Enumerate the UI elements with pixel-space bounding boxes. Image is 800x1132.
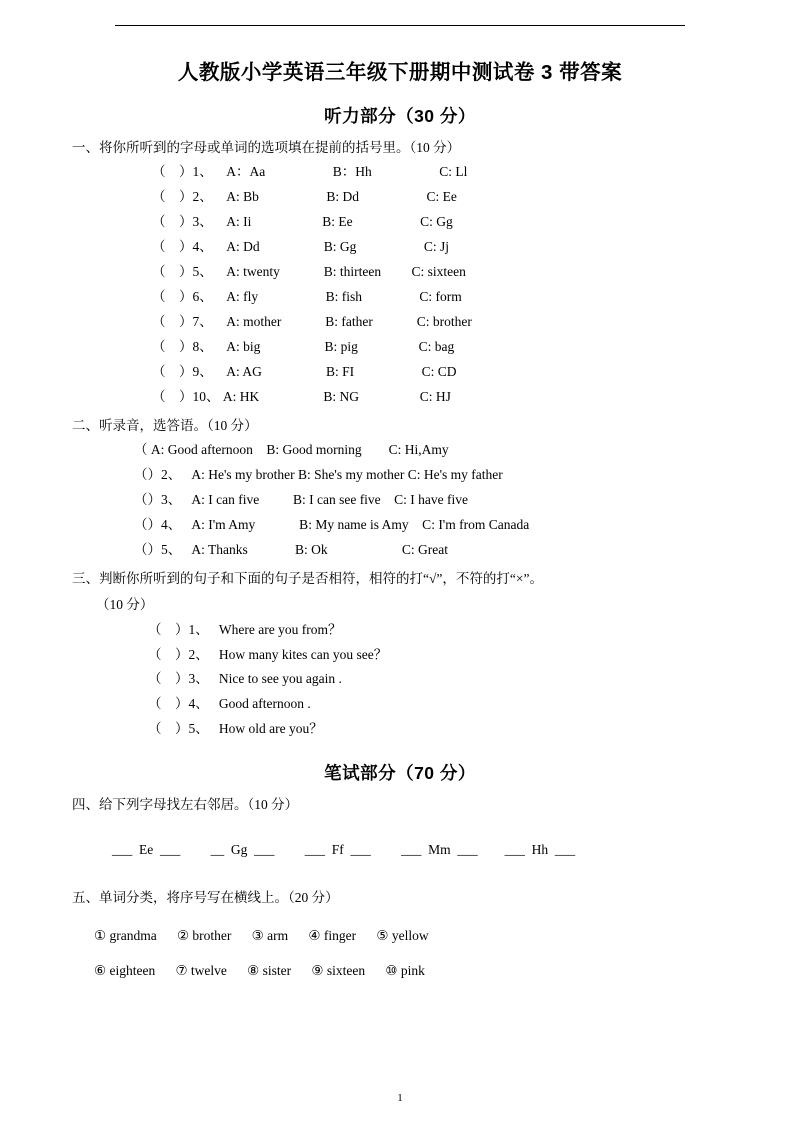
question-3-items [72, 618, 728, 743]
question-3-prompt-cont: （10 分） [96, 597, 154, 613]
list-item: （ ）2、 A: Bb B: Dd C: Ee [152, 189, 457, 205]
list-item: （ ）7、 A: mother B: father C: brother [152, 314, 472, 330]
list-item: （ ）8、 A: big B: pig C: bag [152, 339, 455, 355]
list-item: （ ）9、 A: AG B: FI C: CD [152, 364, 457, 379]
question-4-blank-row: ___ Ee ___ __ Gg ___ ___ Ff ___ ___ Mm ___ ___ Hh ___ [112, 841, 576, 857]
question-5-word-row: ① grandma ② brother ③ arm ④ finger ⑤ yellow [94, 928, 429, 944]
page-number: 1 [397, 1092, 403, 1104]
list-item: （ ）4、 A: Dd B: Gg C: Jj [152, 239, 450, 255]
header-rule [115, 25, 685, 26]
list-item: （ ）3、 Nice to see you again . [148, 671, 342, 687]
question-2-items [72, 438, 728, 563]
question-5-word-row: ⑥ eighteen ⑦ twelve ⑧ sister ⑨ sixteen ⑩ pink [94, 963, 425, 979]
list-item: （）5、 A: Thanks B: Ok C: Great [134, 542, 448, 558]
list-item: （ ）6、 A: fly B: fish C: form [152, 289, 462, 305]
document-content [72, 0, 728, 988]
list-item: （）3、 A: I can five B: I can see five C: I have five [134, 492, 469, 508]
list-item: （ ）5、 How old are you？ [148, 721, 323, 737]
list-item: （ ）4、 Good afternoon . [148, 696, 311, 712]
section-title-listening: 听力部分（30 分） [324, 106, 476, 126]
list-item: （ ）1、 A：Aa B：Hh C: Ll [152, 164, 468, 180]
spacer [72, 866, 728, 882]
list-item: （）4、 A: I'm Amy B: My name is Amy C: I'm from Canada [134, 517, 530, 533]
list-item: （ ）1、 Where are you from？ [148, 621, 342, 637]
question-1-items [72, 160, 728, 410]
spacer [72, 910, 728, 918]
question-4-prompt: 四、给下列字母找左右邻居。（10 分） [72, 797, 299, 813]
section-title-written: 笔试部分（70 分） [324, 763, 476, 784]
page-title: 人教版小学英语三年级下册期中测试卷 3 带答案 [177, 61, 623, 84]
list-item: （ A: Good afternoon B: Good morning C: Hi,Amy [134, 442, 449, 458]
question-3-prompt: 三、判断你所听到的句子和下面的句子是否相符，相符的打“√”，不符的打“×”。 [72, 571, 543, 587]
question-2-prompt: 二、听录音，选答语。（10 分） [72, 417, 258, 433]
question-5-prompt: 五、单词分类，将序号写在横线上。（20 分） [72, 890, 339, 906]
list-item: （ ）3、 A: Ii B: Ee C: Gg [152, 214, 453, 230]
list-item: （ ）5、 A: twenty B: thirteen C: sixteen [152, 264, 466, 280]
list-item: （ ）10、 A: HK B: NG C: HJ [152, 388, 451, 404]
list-item: （ ）2、 How many kites can you see？ [148, 646, 388, 662]
list-item: （）2、 A: He's my brother B: She's my mother C: He's my father [134, 467, 503, 483]
question-1-prompt: 一、将你所听到的字母或单词的选项填在提前的括号里。（10 分） [72, 140, 461, 155]
